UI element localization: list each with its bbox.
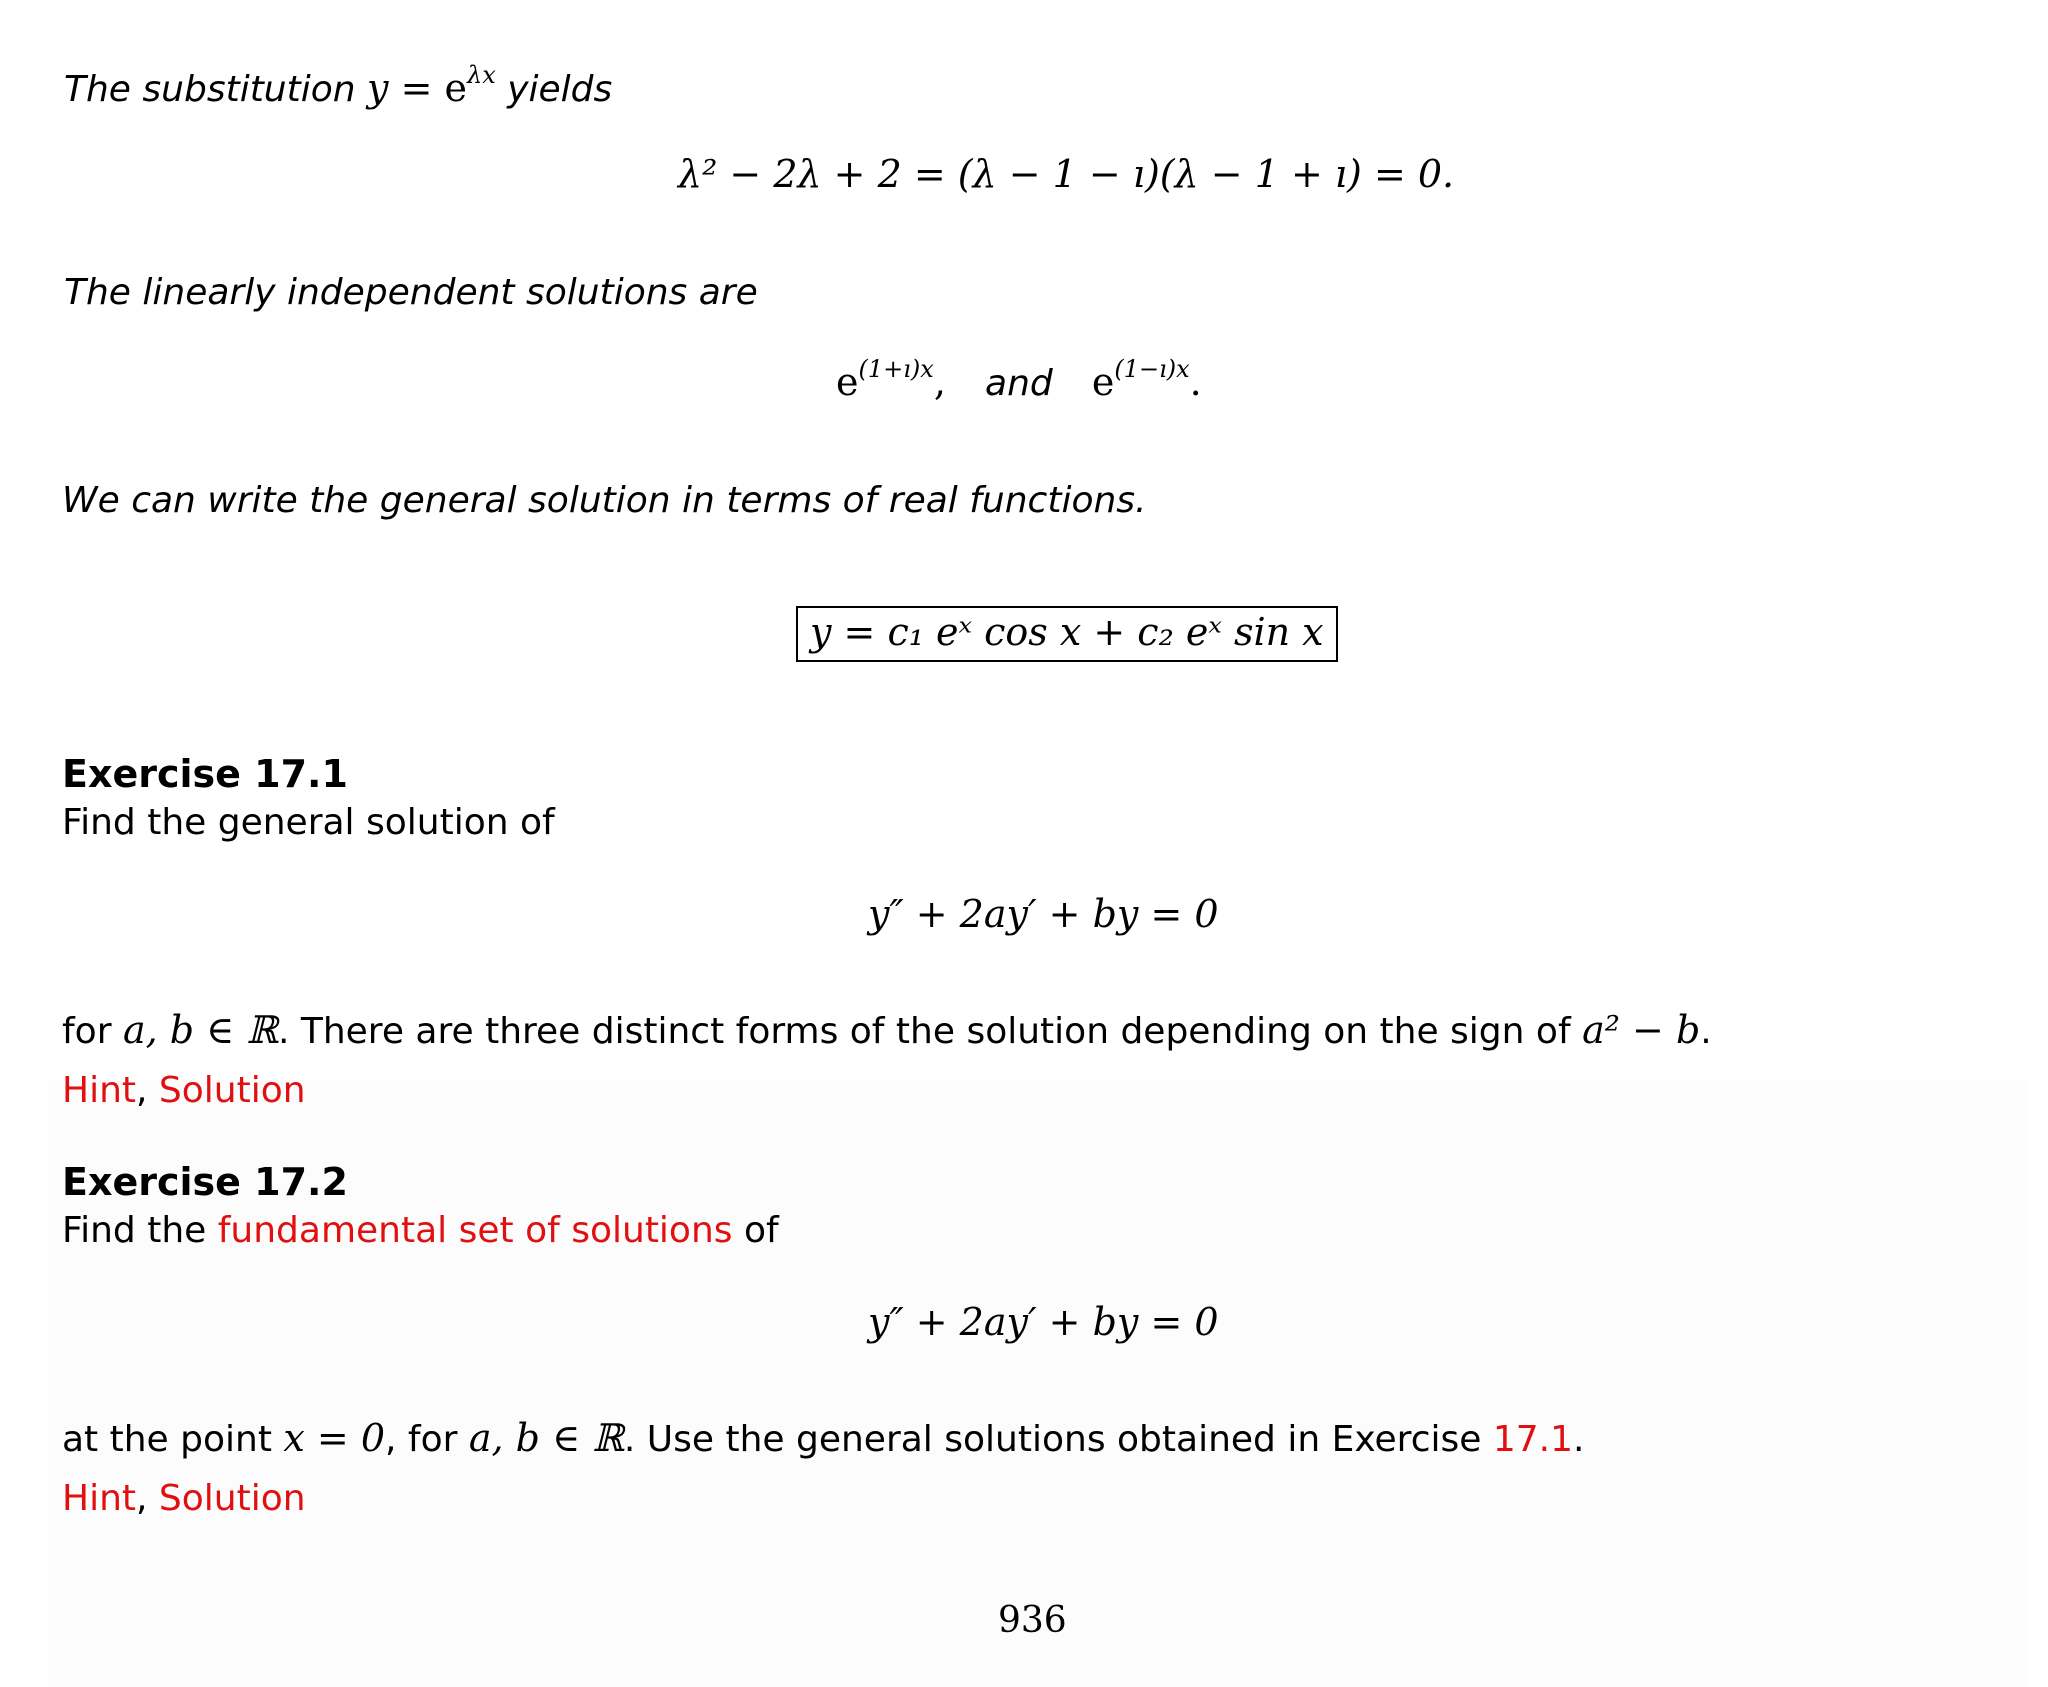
exercise-17-1-links [62, 1070, 306, 1111]
general-solution-box: y = c₁ eˣ cos x + c₂ eˣ sin x [796, 606, 1338, 662]
sol1-exponent: (1+ı)x [858, 355, 934, 383]
exercise-17-2-title: Exercise 17.2 [62, 1160, 348, 1204]
exercise-ref-link[interactable]: 17.1 [1492, 1419, 1573, 1460]
cond-end: . [1700, 1011, 1712, 1052]
exercise-17-1-prompt: Find the general solution of [62, 802, 555, 843]
exercise-17-2-prompt [62, 1210, 779, 1251]
independent-solutions-text: The linearly independent solutions are [64, 272, 758, 313]
links-separator: , [136, 1070, 159, 1111]
prompt-prefix: Find the [62, 1210, 207, 1251]
sol2-exponent: (1−ı)x [1114, 355, 1190, 383]
at-text: . Use the general solutions obtained in Exercise [623, 1419, 1482, 1460]
cond-expression: a² − b [1582, 1008, 1701, 1052]
exercise-17-2-solution-link[interactable]: Solution [158, 1478, 306, 1519]
cond-math: a, b ∈ ℝ [122, 1008, 278, 1052]
sol1-base: e [836, 360, 859, 404]
characteristic-equation: λ² − 2λ + 2 = (λ − 1 − ı)(λ − 1 + ı) = 0. [678, 152, 1455, 196]
sol2-period: . [1189, 360, 1202, 404]
at-mid: , for [385, 1419, 458, 1460]
subst-base: e [444, 66, 468, 110]
at-cond: a, b ∈ ℝ [468, 1416, 624, 1460]
prompt-suffix: of [743, 1210, 779, 1251]
substitution-suffix: yields [507, 69, 613, 110]
exercise-17-2-links [62, 1478, 306, 1519]
and-word: and [985, 363, 1053, 404]
sol2-base: e [1091, 360, 1115, 404]
subst-eq: = [388, 66, 445, 110]
links-separator: , [136, 1478, 159, 1519]
exercise-17-2-condition [62, 1416, 1584, 1460]
at-prefix: at the point [62, 1419, 272, 1460]
subst-exponent: λx [467, 61, 496, 89]
subst-lhs: y [367, 66, 389, 110]
exercise-17-1-condition [62, 1008, 1712, 1052]
solutions-display [836, 355, 1202, 404]
exercise-17-2-equation: y″ + 2ay′ + by = 0 [868, 1300, 1219, 1344]
exercise-17-1-hint-link[interactable]: Hint [62, 1070, 137, 1111]
exercise-17-1-equation: y″ + 2ay′ + by = 0 [868, 892, 1219, 936]
cond-prefix: for [62, 1011, 112, 1052]
exercise-17-1-title: Exercise 17.1 [62, 752, 348, 796]
general-solution-text: We can write the general solution in terms of real functions. [62, 480, 1147, 521]
cond-text: . There are three distinct forms of the solution depending on the sign of [277, 1011, 1571, 1052]
at-math: x = 0 [283, 1416, 386, 1460]
sol1-comma: , [933, 360, 946, 404]
substitution-prefix: The substitution [64, 69, 356, 110]
exercise-17-2-hint-link[interactable]: Hint [62, 1478, 137, 1519]
substitution-line [64, 61, 613, 110]
exercise-17-1-solution-link[interactable]: Solution [158, 1070, 306, 1111]
fundamental-set-link[interactable]: fundamental set of solutions [217, 1210, 733, 1251]
at-end: . [1573, 1419, 1585, 1460]
page-number: 936 [998, 1600, 1067, 1641]
